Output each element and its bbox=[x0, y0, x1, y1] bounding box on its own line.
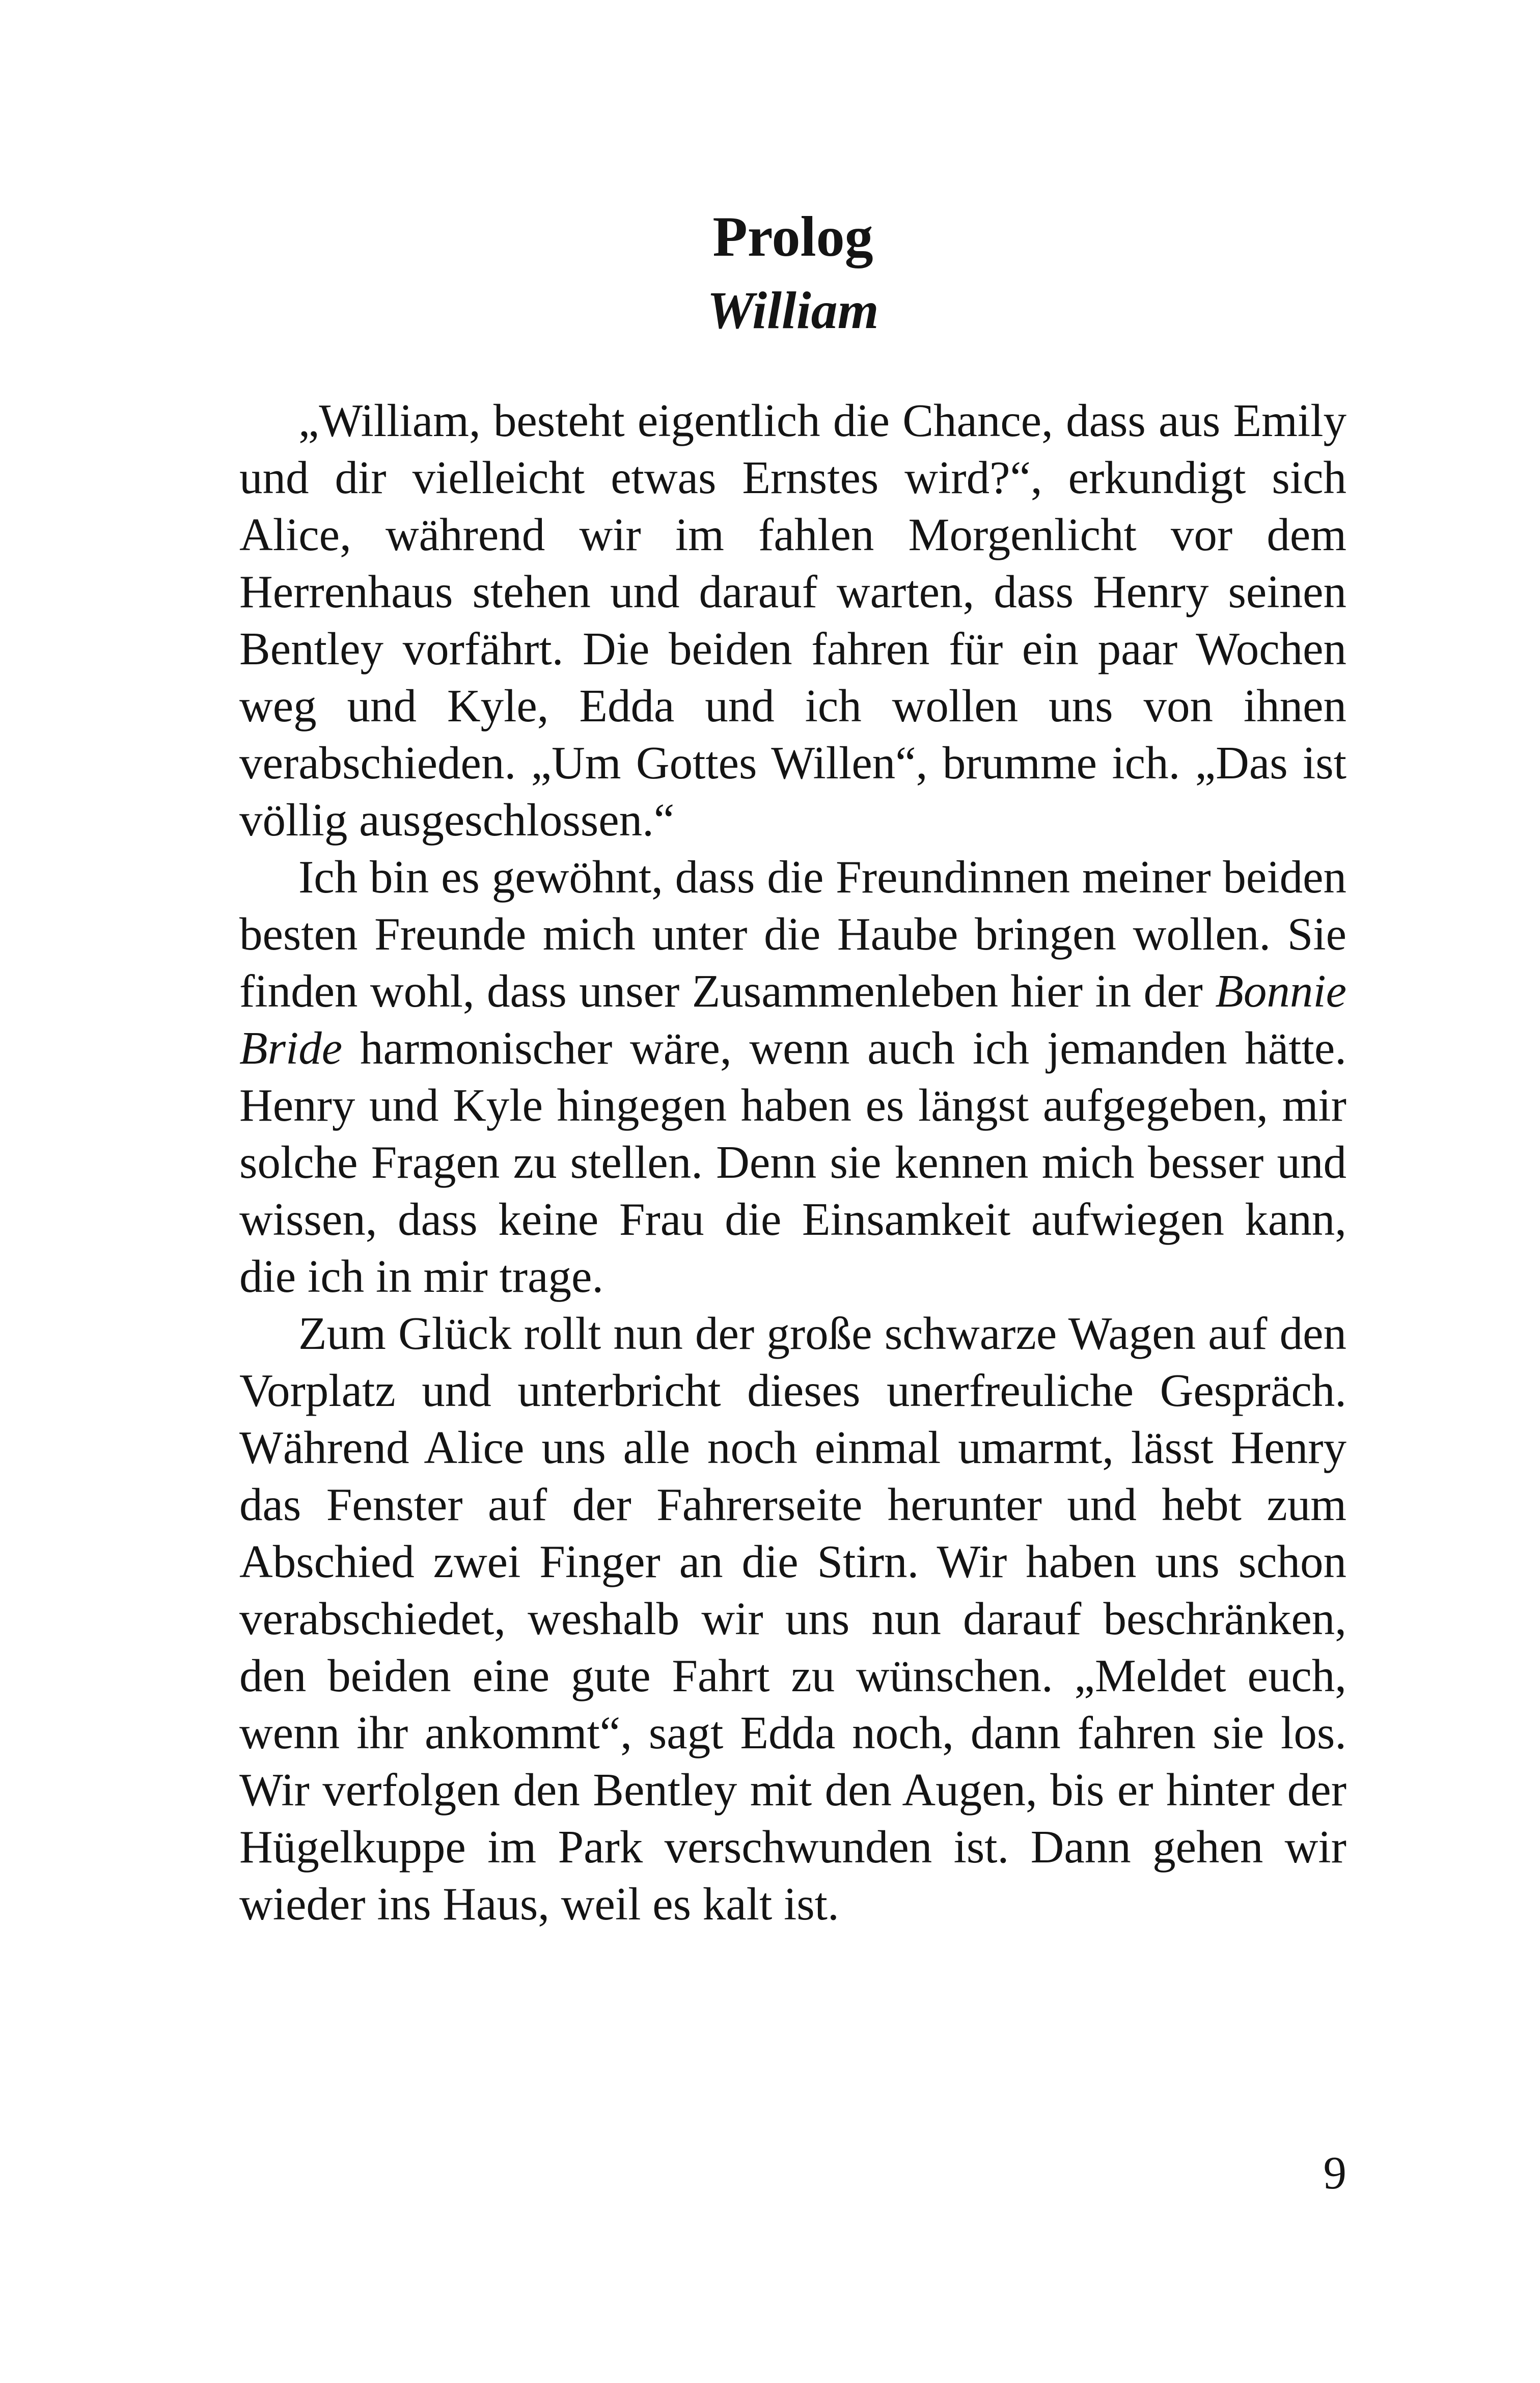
paragraph-text: Zum Glück rollt nun der große schwarze Wagen auf den Vorplatz und unterbricht dieses unerfreuliche Gespräch. Während Alice uns alle noch einmal umarmt, lässt Henry das Fenster auf der Fahrerseite herunter und hebt zum Abschied zwei Finger an die Stirn. Wir haben uns schon verabschiedet, weshalb wir uns nun darauf beschränken, den beiden eine gute Fahrt zu wünschen. „Meldet euch, wenn ihr ankommt“, sagt Edda noch, dann fahren sie los. Wir verfolgen den Bentley mit den Augen, bis er hinter der Hügelkuppe im Park verschwunden ist. Dann gehen wir wieder ins Haus, weil es kalt ist. bbox=[239, 1308, 1346, 1930]
chapter-heading bbox=[239, 199, 1346, 346]
italic-place-name: Bonnie Bride bbox=[239, 965, 1346, 1074]
paragraph bbox=[239, 849, 1346, 1305]
paragraph-text: harmonischer wäre, wenn auch ich jemanden hätte. Henry und Kyle hingegen haben es längst aufgegeben, mir solche Fragen zu stellen. Denn sie kennen mich besser und wissen, dass keine Frau die Einsamkeit aufwiegen kann, die ich in mir trage. bbox=[239, 1022, 1346, 1302]
paragraph bbox=[239, 1305, 1346, 1933]
chapter-title: Prolog bbox=[712, 205, 873, 268]
chapter-subtitle: William bbox=[707, 281, 879, 340]
paragraph-text: Ich bin es gewöhnt, dass die Freundinnen meiner beiden besten Freunde mich unter die Haube bringen wollen. Sie finden wohl, dass unser Zusammenleben hier in der bbox=[239, 851, 1346, 1017]
page-number: 9 bbox=[1323, 2147, 1346, 2199]
paragraph bbox=[239, 392, 1346, 849]
paragraph-text: „William, besteht eigentlich die Chance, dass aus Emily und dir vielleicht etwas Ernstes wird?“, erkundigt sich Alice, während wir im fahlen Morgenlicht vor dem Herrenhaus stehen und darauf warten, dass Henry seinen Bentley vorfährt. Die beiden fahren für ein paar Wochen weg und Kyle, Edda und ich wollen uns von ihnen verabschieden. „Um Gottes Willen“, brumme ich. „Das ist völlig ausgeschlossen.“ bbox=[239, 395, 1346, 846]
body-text bbox=[239, 392, 1346, 1933]
